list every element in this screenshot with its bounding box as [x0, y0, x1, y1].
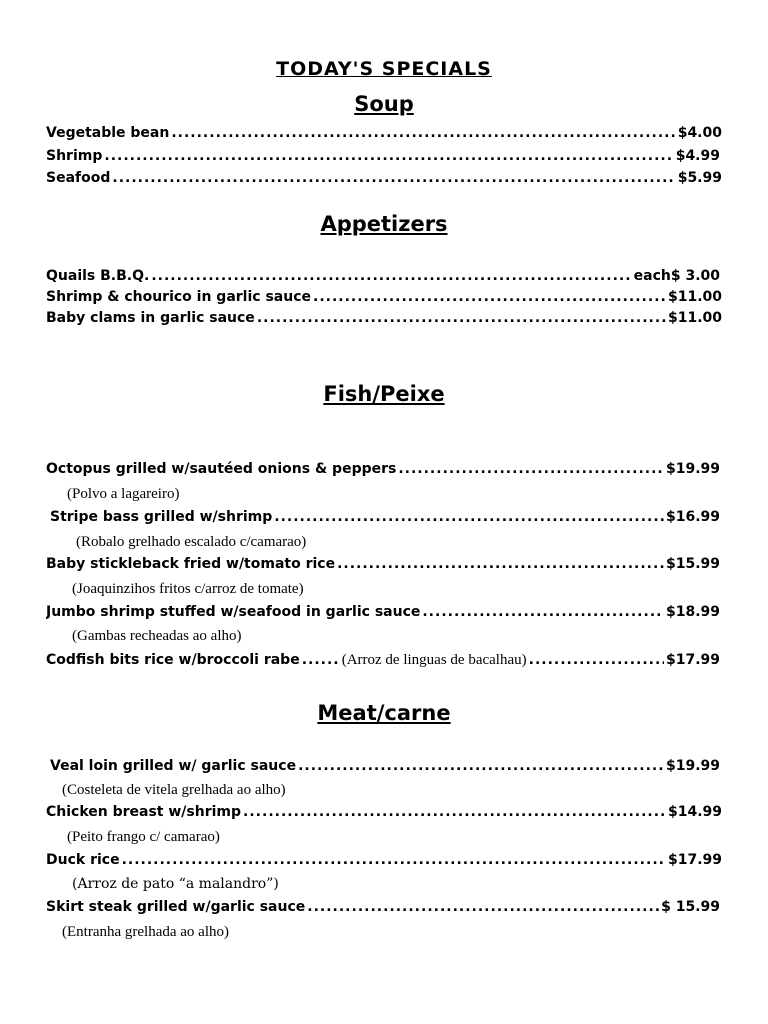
dot-leader	[313, 289, 666, 305]
item-name: Baby stickleback fried w/tomato rice	[46, 556, 336, 572]
menu-item-skirt-steak	[46, 899, 720, 919]
menu-item-stripe-bass	[50, 509, 720, 529]
item-name: Veal loin grilled w/ garlic sauce	[50, 758, 297, 774]
item-name: Shrimp & chourico in garlic sauce	[46, 289, 311, 305]
dot-leader	[243, 804, 666, 820]
item-price: $17.99	[665, 652, 720, 668]
dot-leader	[307, 899, 659, 915]
item-price: $18.99	[665, 604, 720, 620]
dot-leader	[257, 310, 666, 326]
menu-item-vegetable-bean	[46, 125, 722, 145]
menu-item-duck-rice	[46, 852, 722, 872]
dot-leader	[122, 852, 666, 868]
item-price: $19.99	[665, 461, 720, 477]
item-price: $17.99	[667, 852, 722, 868]
item-name: Octopus grilled w/sautéed onions & peppers	[46, 461, 397, 477]
item-subtitle: (Arroz de pato “a malandro”)	[72, 876, 279, 892]
item-subtitle: (Costeleta de vitela grelhada ao alho)	[62, 782, 286, 798]
item-subtitle: (Robalo grelhado escalado c/camarao)	[76, 534, 307, 550]
item-price: $11.00	[667, 310, 722, 326]
item-price: $14.99	[667, 804, 722, 820]
item-price: $15.99	[665, 556, 720, 572]
item-name: Baby clams in garlic sauce	[46, 310, 255, 326]
item-price: $16.99	[665, 509, 720, 525]
menu-item-veal-loin	[50, 758, 720, 778]
item-price: $19.99	[665, 758, 720, 774]
item-name: Quails B.B.Q.	[46, 268, 150, 284]
item-subtitle: (Peito frango c/ camarao)	[67, 829, 220, 845]
menu-item-jumbo-shrimp	[46, 604, 720, 624]
item-name: Duck rice	[46, 852, 120, 868]
item-price: $4.99	[675, 148, 720, 164]
section-heading-meat: Meat/carne	[317, 701, 451, 725]
menu-item-stickleback	[46, 556, 720, 576]
menu-item-baby-clams	[46, 310, 722, 330]
menu-item-shrimp-soup	[46, 148, 720, 168]
item-name: Shrimp	[46, 148, 103, 164]
dot-leader	[104, 148, 673, 164]
dot-leader	[337, 556, 664, 572]
dot-leader	[529, 652, 664, 668]
item-name: Skirt steak grilled w/garlic sauce	[46, 899, 306, 915]
item-price: $ 15.99	[661, 899, 720, 915]
dot-leader	[298, 758, 664, 774]
item-name: Codfish bits rice w/broccoli rabe	[46, 652, 300, 668]
dot-leader	[171, 125, 675, 141]
item-subtitle: (Gambas recheadas ao alho)	[72, 628, 242, 644]
item-price: $11.00	[667, 289, 722, 305]
item-price: $4.00	[677, 125, 722, 141]
menu-item-codfish-rice	[46, 652, 720, 672]
item-subtitle: (Entranha grelhada ao alho)	[62, 924, 229, 940]
item-name: Vegetable bean	[46, 125, 170, 141]
item-subtitle: (Joaquinzihos fritos c/arroz de tomate)	[72, 581, 304, 597]
item-name: Chicken breast w/shrimp	[46, 804, 242, 820]
dot-leader	[302, 652, 340, 668]
dot-leader	[398, 461, 664, 477]
dot-leader	[422, 604, 664, 620]
menu-title: TODAY'S SPECIALS	[276, 58, 492, 80]
item-middle-text: (Arroz de linguas de bacalhau)	[341, 652, 527, 668]
item-price: $5.99	[677, 170, 722, 186]
section-heading-fish: Fish/Peixe	[323, 382, 445, 406]
item-name: Jumbo shrimp stuffed w/seafood in garlic sauce	[46, 604, 421, 620]
menu-item-octopus	[46, 461, 720, 481]
dot-leader	[274, 509, 664, 525]
section-heading-soup: Soup	[354, 92, 414, 116]
item-name: Seafood	[46, 170, 111, 186]
menu-item-seafood-soup	[46, 170, 722, 190]
menu-item-chicken-breast	[46, 804, 722, 824]
menu-item-shrimp-chourico	[46, 289, 722, 309]
item-subtitle: (Polvo a lagareiro)	[67, 486, 180, 502]
menu-item-quails	[46, 268, 720, 288]
dot-leader	[112, 170, 675, 186]
item-name: Stripe bass grilled w/shrimp	[50, 509, 273, 525]
item-price: each$ 3.00	[633, 268, 720, 284]
section-heading-appetizers: Appetizers	[320, 212, 448, 236]
dot-leader	[151, 268, 631, 284]
